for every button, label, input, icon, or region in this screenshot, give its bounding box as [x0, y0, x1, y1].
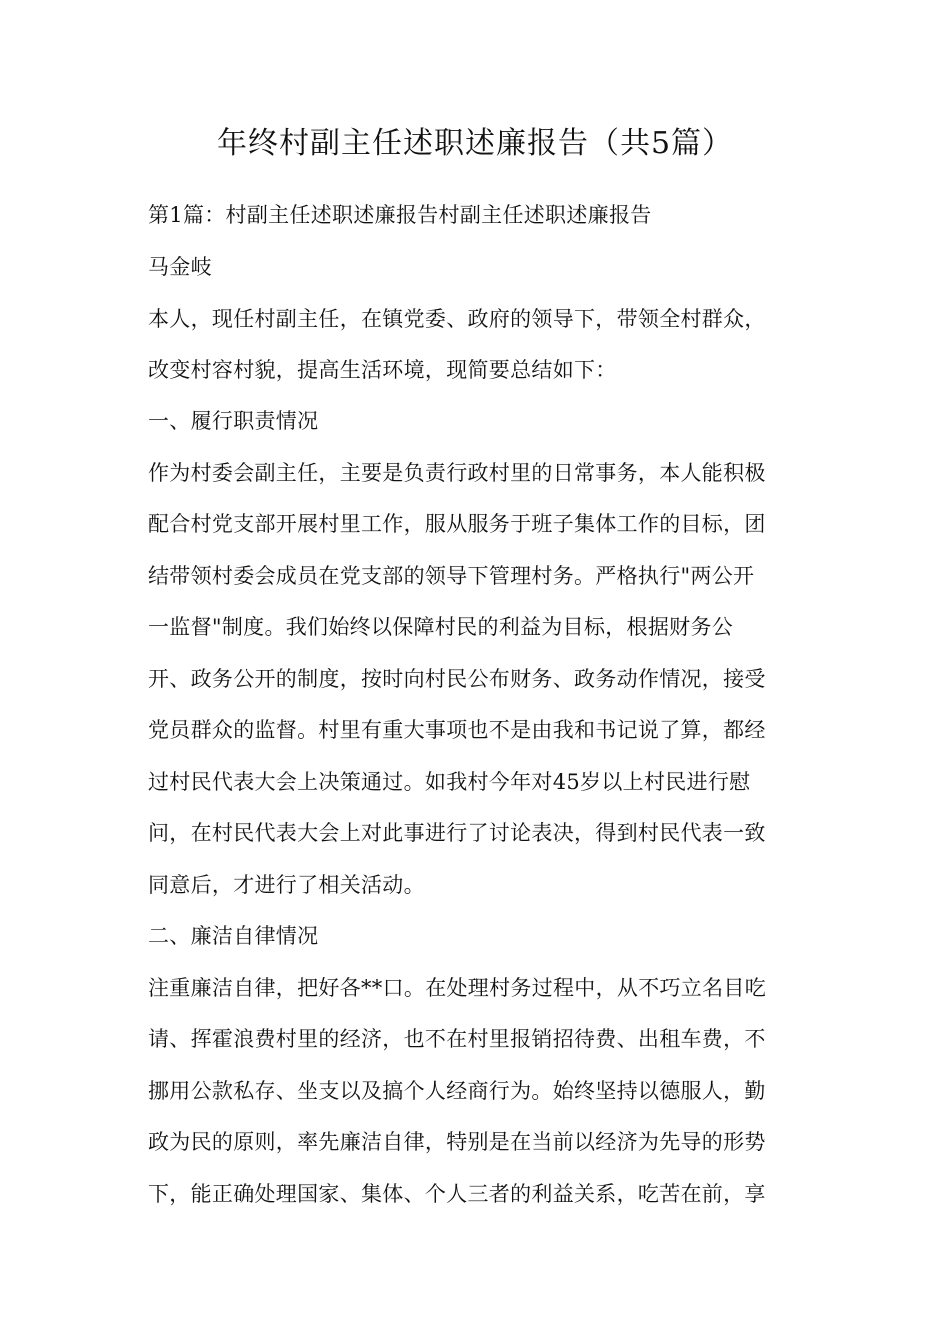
body-line: 注重廉洁自律，把好各**口。在处理村务过程中，从不巧立名目吃 [148, 976, 766, 1000]
section-title: 一、履行职责情况 [148, 409, 319, 433]
body-line: 过村民代表大会上决策通过。如我村今年对45岁以上村民进行慰 [148, 770, 751, 794]
body-line: 本人，现任村副主任，在镇党委、政府的领导下，带领全村群众， [148, 307, 766, 331]
body-line: 下，能正确处理国家、集体、个人三者的利益关系，吃苦在前，享 [148, 1182, 766, 1206]
author-name: 马金岐 [148, 255, 212, 279]
body-line: 同意后，才进行了相关活动。 [148, 873, 425, 897]
body-line: 改变村容村貌，提高生活环境，现简要总结如下： [148, 358, 617, 382]
body-line: 结带领村委会成员在党支部的领导下管理村务。严格执行"两公开 [148, 564, 755, 588]
body-line: 开、政务公开的制度，按时向村民公布财务、政务动作情况，接受 [148, 667, 766, 691]
body-line: 一监督"制度。我们始终以保障村民的利益为目标，根据财务公 [148, 615, 734, 639]
section-heading: 第1篇：村副主任述职述廉报告村副主任述职述廉报告 [148, 203, 652, 227]
section-title: 二、廉洁自律情况 [148, 924, 319, 948]
body-line: 挪用公款私存、坐支以及搞个人经商行为。始终坚持以德服人，勤 [148, 1079, 766, 1103]
body-line: 党员群众的监督。村里有重大事项也不是由我和书记说了算，都经 [148, 718, 766, 742]
document-title: 年终村副主任述职述廉报告（共5篇） [216, 126, 734, 161]
body-line: 政为民的原则，率先廉洁自律，特别是在当前以经济为先导的形势 [148, 1130, 766, 1154]
body-line: 请、挥霍浪费村里的经济，也不在村里报销招待费、出租车费，不 [148, 1027, 766, 1051]
body-line: 配合村党支部开展村里工作，服从服务于班子集体工作的目标，团 [148, 512, 766, 536]
body-line: 作为村委会副主任，主要是负责行政村里的日常事务，本人能积极 [148, 461, 766, 485]
body-line: 问，在村民代表大会上对此事进行了讨论表决，得到村民代表一致 [148, 821, 766, 845]
